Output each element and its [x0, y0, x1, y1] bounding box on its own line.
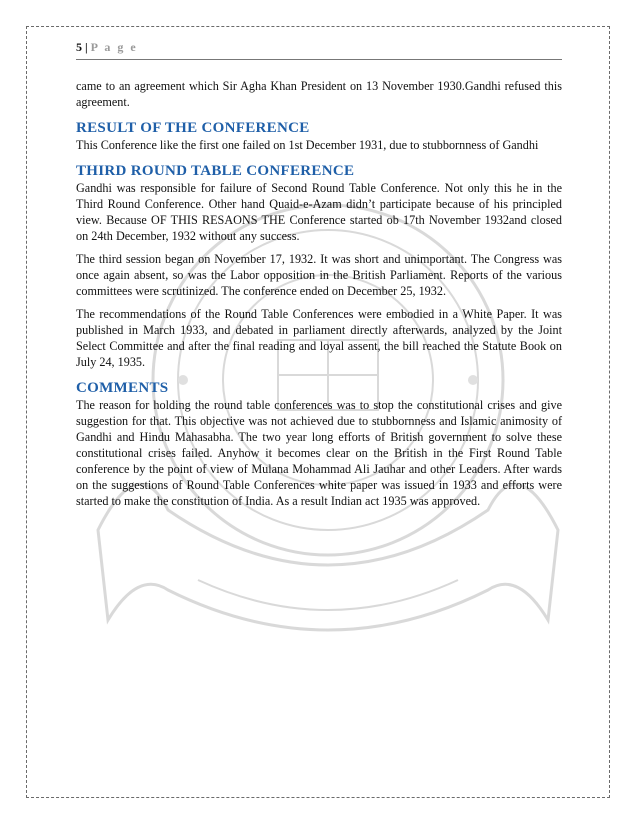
section-heading-comments: COMMENTS	[76, 380, 169, 396]
header-separator: |	[85, 40, 88, 54]
section-paragraph: Gandhi was responsible for failure of Second Round Table Conference. Not only this he in the Third Round Conference. Other hand Quaid-e-Azam didn’t participate because of his principled view. Because OF THIS RESAONS THE Conference started ob 17th November 1932and closed on 24th December, 1932 without any success.	[76, 181, 562, 243]
section-paragraph: The recommendations of the Round Table Conferences were embodied in a White Paper. It was published in March 1933, and debated in parliament directly afterwards, analyzed by the Joint Select Committee and after the final reading and loyal assent, the bill reached the Statute Book on July 24, 1935.	[76, 307, 562, 369]
section-heading-third-round: THIRD ROUND TABLE CONFERENCE	[76, 163, 355, 179]
section-heading-result: RESULT OF THE CONFERENCE	[76, 120, 310, 136]
page-word: P a g e	[90, 40, 138, 54]
section-paragraph: This Conference like the first one failed on 1st December 1931, due to stubbornness of Gandhi	[76, 138, 539, 152]
section-paragraph: The third session began on November 17, 1932. It was short and unimportant. The Congress was once again absent, so was the Labor opposition in the British Parliament. Reports of the various committees were scrutinized. The conference ended on December 25, 1932.	[76, 252, 562, 298]
page-header	[76, 40, 562, 60]
intro-paragraph: came to an agreement which Sir Agha Khan President on 13 November 1930.Gandhi refused this agreement.	[76, 79, 562, 109]
section-paragraph: The reason for holding the round table conferences was to stop the constitutional crises and give suggestion for that. This objective was not achieved due to stubbornness and Islamic animosity of Gandhi and Hindu Mahasabha. The two year long efforts of British government to solve these constitutional crises failed. Anyhow it becomes clear on the British in the First Round Table conference by the point of view of Mulana Mohammad Ali Jauhar and other Leaders. After wards on the suggestions of Round Table Conferences white paper was issued in 1933 and efforts were started to make the constitution of India. As a result Indian act 1935 was approved.	[76, 398, 562, 508]
page-number: 5	[76, 40, 82, 54]
document-body	[76, 78, 562, 516]
